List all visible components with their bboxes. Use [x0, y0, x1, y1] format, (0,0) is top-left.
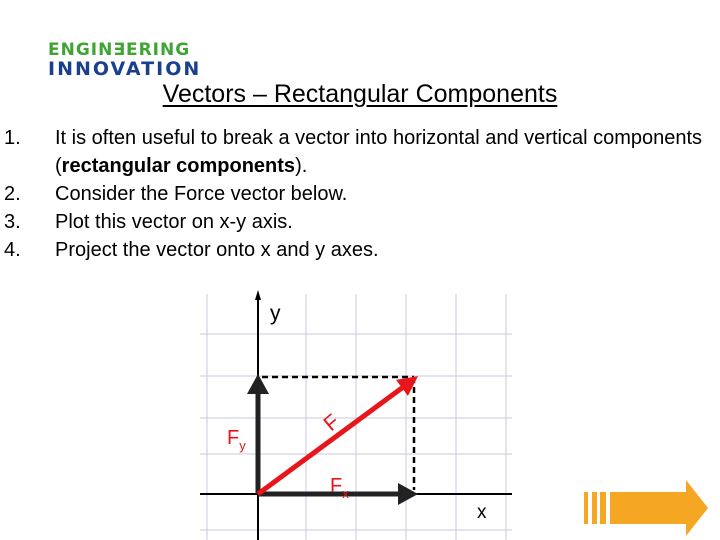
fx-arrowhead-icon: [398, 483, 418, 505]
list-item-text: It is often useful to break a vector into horizontal and vertical components (: [55, 127, 703, 177]
list-item-text: Consider the Force vector below.: [55, 183, 348, 205]
logo-line-engineering: ENGIN∃ERING: [48, 40, 191, 60]
list-item-text: Project the vector onto x and y axes.: [55, 239, 379, 261]
y-axis-arrow-icon: [255, 290, 261, 300]
fy-label: [227, 427, 246, 453]
y-axis-label: y: [270, 302, 281, 325]
fx-label-sub: x: [342, 486, 349, 501]
fy-label-main: F: [227, 427, 240, 449]
list-item-bold-text: rectangular components: [61, 155, 296, 177]
list-item-text: Plot this vector on x-y axis.: [55, 211, 293, 233]
list-number: 3.: [4, 211, 21, 233]
next-arrow-icon[interactable]: [584, 480, 708, 536]
fx-label-main: F: [330, 475, 343, 497]
logo-line-innovation: INNOVATION: [48, 58, 202, 80]
list-number: 2.: [4, 183, 21, 205]
x-axis-label: x: [477, 502, 487, 523]
grid-lines: [200, 294, 512, 540]
list-number: 1.: [4, 127, 21, 149]
fx-label: [330, 475, 349, 501]
slide-title: Vectors – Rectangular Components: [162, 80, 558, 108]
force-label: F: [319, 409, 345, 436]
fy-label-sub: y: [239, 438, 246, 453]
list-item-text-end: ).: [295, 155, 308, 177]
list-number: 4.: [4, 239, 21, 261]
